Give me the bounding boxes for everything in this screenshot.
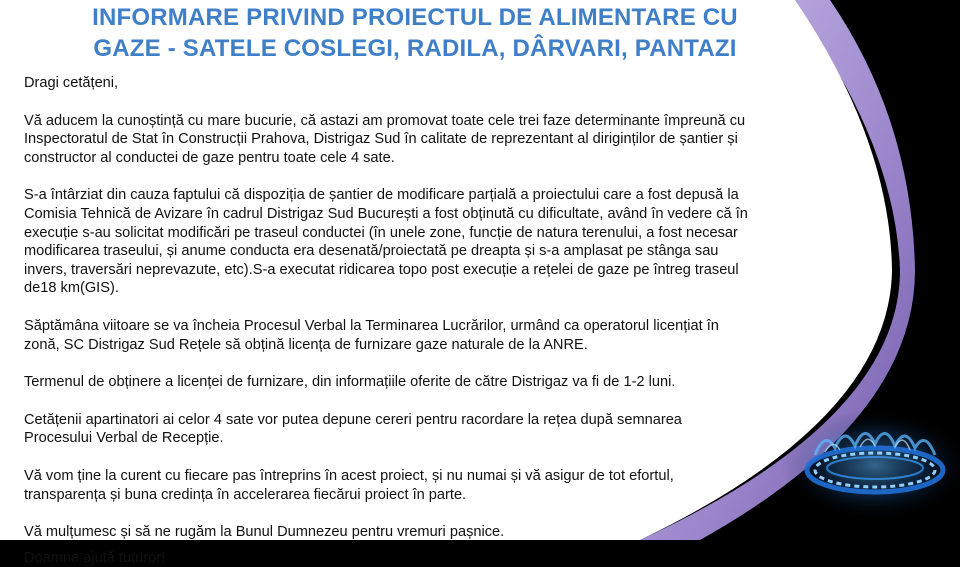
text-line: S-a întârziat din cauza faptului că dispoziția de șantier de modificare parțială a proiectului care a fost depusă la bbox=[24, 187, 739, 204]
greeting: Dragi cetățeni, bbox=[24, 75, 119, 91]
text-line: execuție s-au solicitat modificări pe traseul conductei (în unele zone, funcție de natura terenului, a fost necesar bbox=[24, 224, 738, 241]
paragraph bbox=[24, 317, 804, 354]
text-line: Cetățenii apartinatori ai celor 4 sate vor putea depune cereri pentru racordare la rețea după semnarea bbox=[24, 411, 682, 428]
text-line: Vă vom ține la curent cu fiecare pas întreprins în acest proiect, și nu numai și vă asigur de tot efortul, bbox=[24, 467, 674, 484]
paragraph bbox=[24, 523, 804, 542]
text-line: Termenul de obținere a licenței de furnizare, din informațiile oferite de către Distrigaz va fi de 1-2 luni. bbox=[24, 374, 676, 391]
paragraph bbox=[24, 186, 804, 298]
text-line: Comisia Tehnică de Avizare în cadrul Distrigaz Sud București a fost obținută cu dificultate, având în vedere că în bbox=[24, 205, 748, 222]
paragraph bbox=[24, 411, 804, 448]
text-line: transparența și buna credința în accelerarea fiecărui proiect în parte. bbox=[24, 486, 467, 503]
text-line: de18 km(GIS). bbox=[24, 280, 119, 297]
letter-body bbox=[24, 74, 804, 567]
text-line: Vă mulțumesc și să ne rugăm la Bunul Dumnezeu pentru vremuri pașnice. bbox=[24, 524, 505, 541]
text-line: Procesului Verbal de Recepție. bbox=[24, 430, 224, 447]
title-line: GAZE - SATELE COSLEGI, RADILA, DÂRVARI, PANTAZI bbox=[93, 35, 737, 62]
paragraph bbox=[24, 112, 804, 168]
text-line: constructor al conductei de gaze pentru toate cele 4 sate. bbox=[24, 149, 395, 166]
page-title bbox=[0, 2, 830, 64]
closing: Doamne ajută tuturor! bbox=[24, 549, 166, 566]
text-line: Inspectoratul de Stat în Construcții Prahova, Distrigaz Sud în calitate de reprezentant al diriginților de șantier și bbox=[24, 131, 738, 148]
text-line: invers, traversări neprevazute, etc).S-a executat ridicarea topo post execuție a rețelei de gaze pe întreg traseul bbox=[24, 261, 739, 278]
text-line: modificarea traseului, și anume conducta era desenată/proiectată pe dreapta și s-a amplasat pe stânga sau bbox=[24, 243, 719, 260]
text-line: zonă, SC Distrigaz Sud Rețele să obțină licența de furnizare gaze naturale de la ANRE. bbox=[24, 336, 588, 353]
text-line: Săptămâna viitoare se va încheia Procesul Verbal la Terminarea Lucrărilor, urmând ca operatorul licențiat în bbox=[24, 317, 719, 334]
title-line: INFORMARE PRIVIND PROIECTUL DE ALIMENTARE CU bbox=[92, 4, 738, 31]
paragraph bbox=[24, 467, 804, 504]
paragraph bbox=[24, 373, 804, 392]
text-line: Vă aducem la cunoștință cu mare bucurie, că astazi am promovat toate cele trei faze determinante împreună cu bbox=[24, 112, 746, 129]
